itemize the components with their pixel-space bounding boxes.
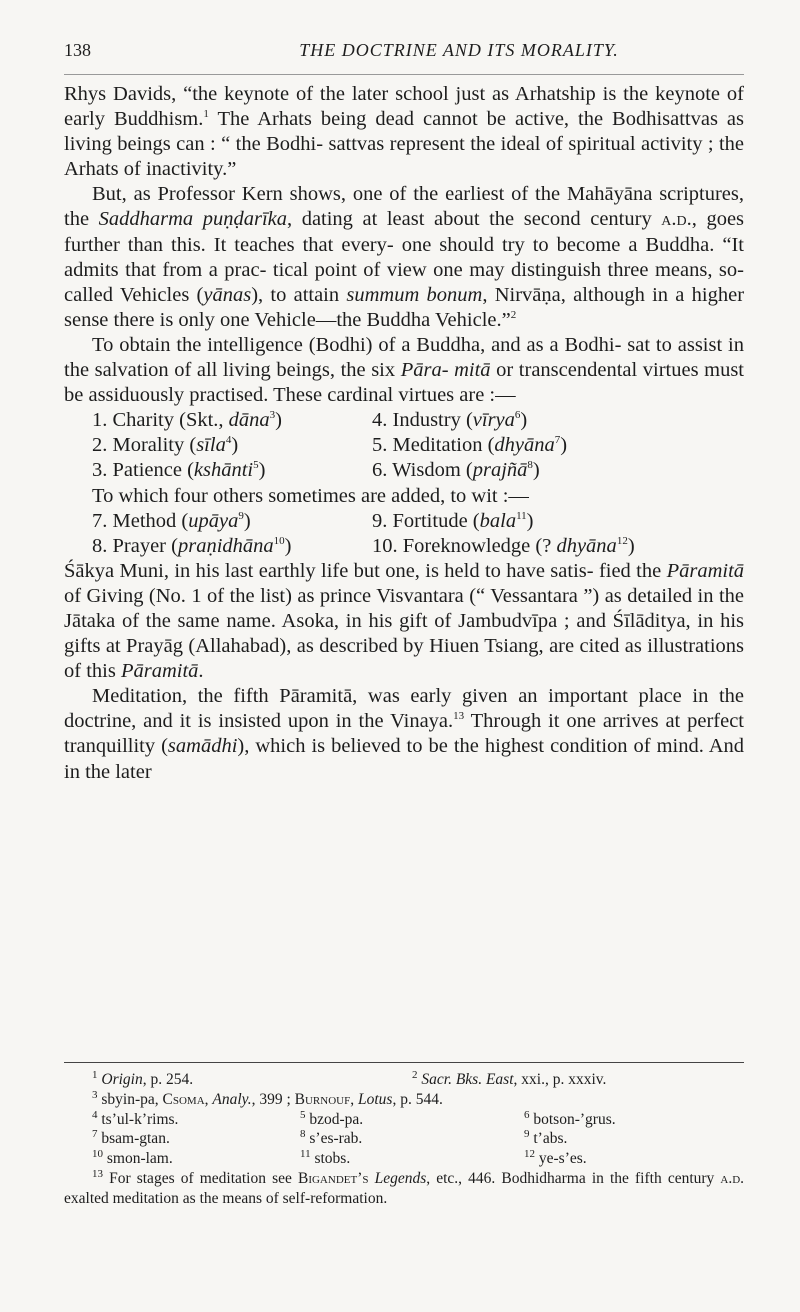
running-header: [64, 40, 744, 68]
paragraph-1: Rhys Davids, “the keynote of the later school just as Arhatship is the keynote of early Buddhism.$^1$ The Arhats being dead cannot be active, the Bodhisattvas as living beings can : “ the Bodhi- sattvas represent the ideal of spiritual activity ; the Arhats of inactivity.”: [64, 83, 745, 181]
list-item: 8. Prayer (praṇidhāna$^{10}$) 10. Foreknowledge (? dhyāna$^{12}$): [92, 534, 635, 557]
page-number: 138: [64, 40, 91, 60]
list-item: 1. Charity (Skt., dāna$^3$) 4. Industry (vīrya$^6$): [92, 409, 528, 432]
paragraph-3: To obtain the intelligence (Bodhi) of a Buddha, and as a Bodhi- sat to assist in the salvation of all living beings, the six Pāra- mitā or transcendental virtues must be assiduously practised. These cardinal virtues are :—: [64, 333, 744, 407]
paragraph-4: Śākya Muni, in his last earthly life but one, is held to have satis- fied the Pāramitā of Giving (No. 1 of the list) as prince Visvantara (“ Vessantara ”) as detailed in the Jātaka of the same name. Asoka, in his gift of Jambudvīpa ; and Śīlāditya, in his gifts at Prayāg (Allahabad), as described by Hiuen Tsiang, are cited as illustrations of this Pāramitā.: [64, 559, 745, 683]
virtues-list: [64, 408, 744, 559]
footnote-row: $^7$ bsam-gtan. $^8$ s’es-rab. $^9$ t’abs.: [92, 1128, 568, 1148]
footnotes: [64, 1070, 744, 1209]
paragraph-2: But, as Professor Kern shows, one of the earliest of the Mahāyāna scriptures, the Saddharma puṇḍarīka, dating at least about the second century a.d., goes further than this. It teaches that every- one should try to become a Buddha. “It admits that from a prac- tical point of view one may distinguish three means, so-called Vehicles (yānas), to attain summum bonum, Nirvāṇa, although in a higher sense there is only one Vehicle—the Buddha Vehicle.”$^2$: [64, 183, 745, 331]
list-item: 2. Morality (sīla$^4$) 5. Meditation (dhyāna$^7$): [92, 434, 568, 457]
footnote-row: $^1$ Origin, p. 254. $^2$ Sacr. Bks. East, xxi., p. xxxiv.: [92, 1068, 607, 1088]
footnote-rule: [64, 1062, 744, 1063]
main-text: [64, 82, 744, 785]
running-head-title: THE DOCTRINE AND ITS MORALITY.: [299, 40, 619, 60]
list-item: 7. Method (upāya$^9$) 9. Fortitude (bala$^{11}$): [92, 509, 534, 532]
footnote-ref: 13: [453, 710, 465, 723]
footnote-13: $^{13}$ For stages of meditation see Bigandet’s Legends, etc., 446. Bodhidharma in the fifth century a.d. exalted meditation as the means of self-reformation.: [64, 1167, 745, 1207]
header-rule: [64, 74, 744, 75]
footnote-ref: 2: [510, 309, 517, 322]
paragraph-5: Meditation, the fifth Pāramitā, was early given an important place in the doctrine, and it is insisted upon in the Vinaya.$^{13}$ Through it one arrives at perfect tranquillity (samādhi), which is believed to be the highest condition of mind. And in the later: [64, 685, 745, 783]
list-intro: To which four others sometimes are added, to wit :—: [92, 484, 529, 507]
footnote-ref: 1: [203, 108, 209, 121]
footnote-row: $^{10}$ smon-lam. $^{11}$ stobs. $^{12}$ ye-s’es.: [92, 1148, 587, 1168]
footnote-row: $^4$ ts’ul-k’rims. $^5$ bzod-pa. $^6$ botson-’grus.: [92, 1108, 616, 1128]
list-item: 3. Patience (kshānti$^5$) 6. Wisdom (prajñā$^8$): [92, 459, 540, 482]
footnote-row: $^3$ sbyin-pa, Csoma, Analy., 399 ; Burnouf, Lotus, p. 544.: [92, 1088, 443, 1108]
